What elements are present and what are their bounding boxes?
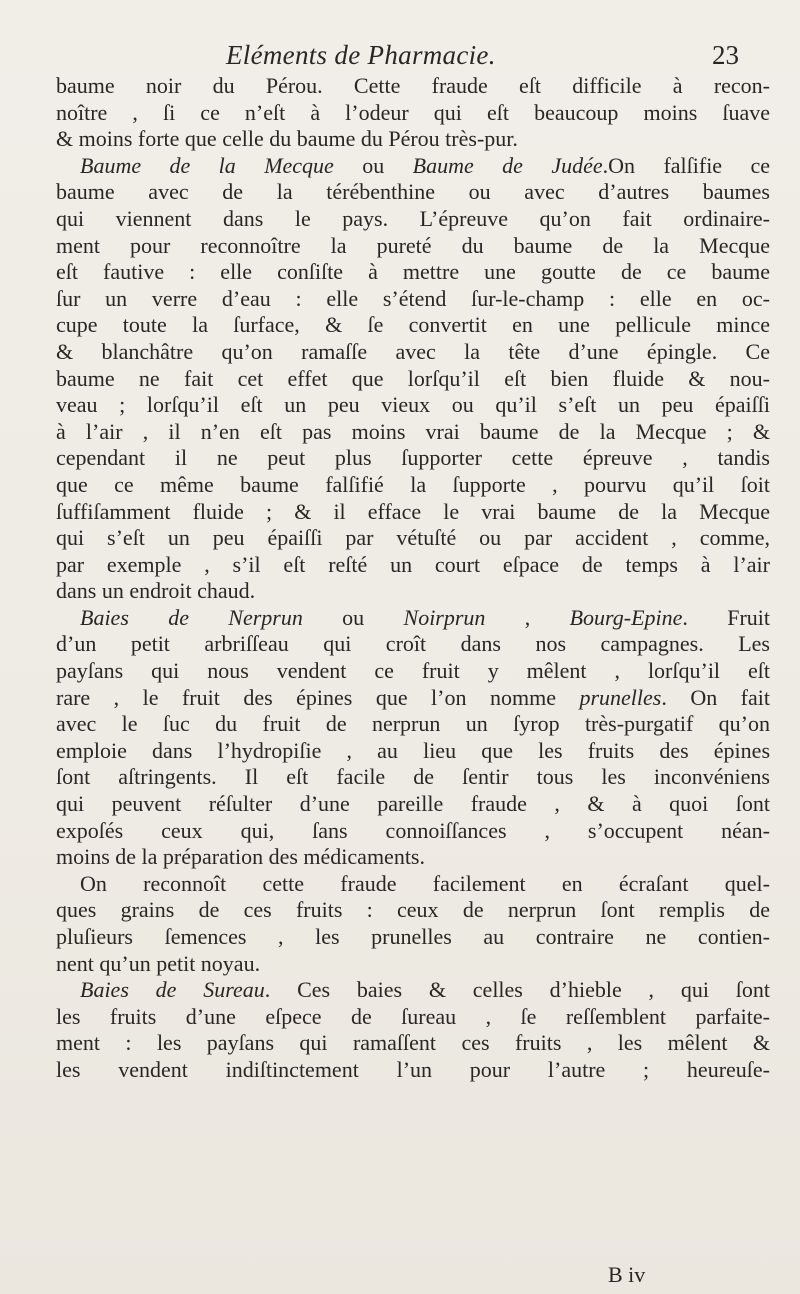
text-segment: eſt fautive : elle conſiſte à mettre une goutte de ce baume <box>56 259 770 285</box>
text-line <box>56 1004 770 1031</box>
text-line <box>56 685 770 712</box>
text-segment: les vendent indiſtinctement l’un pour l’autre ; heureuſe- <box>56 1056 770 1082</box>
text-segment: qui s’eſt un peu épaiſſi par vétuſté ou par accident , comme, <box>56 525 770 551</box>
text-line <box>56 844 770 871</box>
text-segment: emploie dans l’hydropiſie , au lieu que les fruits des épines <box>56 737 770 763</box>
text-line <box>56 871 770 898</box>
text-line <box>56 791 770 818</box>
text-segment: expoſés ceux qui, ſans connoiſſances , s’occupent néan- <box>56 817 770 843</box>
text-segment: ſur un verre d’eau : elle s’étend ſur-le-champ : elle en oc- <box>56 285 770 311</box>
text-line <box>56 472 770 499</box>
text-line <box>56 578 770 605</box>
page-number: 23 <box>712 40 739 70</box>
text-line <box>56 233 770 260</box>
text-line <box>56 738 770 765</box>
text-segment: ſont aſtringents. Il eſt facile de ſentir tous les inconvéniens <box>56 764 770 790</box>
text-line <box>56 764 770 791</box>
text-segment: .On falſifie ce <box>602 152 771 178</box>
text-segment: cupe toute la ſurface, & ſe convertit en une pellicule mince <box>56 312 770 338</box>
text-segment: les fruits d’une eſpece de ſureau , ſe reſſemblent parfaite- <box>56 1003 770 1029</box>
text-line <box>56 711 770 738</box>
text-line <box>56 977 770 1004</box>
text-line <box>56 126 770 153</box>
text-segment: dans un endroit chaud. <box>56 578 256 604</box>
text-line <box>56 499 770 526</box>
italic-term: Bourg-Epine <box>569 604 683 630</box>
italic-term: Noirprun <box>403 604 486 630</box>
text-line <box>56 552 770 579</box>
text-line <box>56 658 770 685</box>
text-line <box>56 419 770 446</box>
body-text <box>56 73 770 1084</box>
text-segment: . Ces baies & celles d’hieble , qui ſont <box>264 977 771 1003</box>
text-segment: , <box>485 604 570 630</box>
italic-term: Baies de Nerprun <box>80 604 303 630</box>
text-line <box>56 312 770 339</box>
text-line <box>56 339 770 366</box>
text-segment: que ce même baume falſifié la ſupporte , pourvu qu’il ſoit <box>56 471 770 497</box>
text-line <box>56 100 770 127</box>
text-segment: moins de la préparation des médicaments. <box>56 844 425 870</box>
text-line <box>56 366 770 393</box>
italic-term: Baume de la Mecque <box>80 152 334 178</box>
italic-term: prunelles <box>579 684 662 710</box>
text-segment: par exemple , s’il eſt reſté un court eſpace de temps à l’air <box>56 551 770 577</box>
text-line <box>56 392 770 419</box>
text-segment: . Fruit <box>682 604 771 630</box>
text-segment: ment : les payſans qui ramaſſent ces fruits , les mêlent & <box>56 1030 770 1056</box>
text-segment: veau ; lorſqu’il eſt un peu vieux ou qu’il s’eſt un peu épaiſſi <box>56 392 770 418</box>
text-segment: & blanchâtre qu’on ramaſſe avec la tête d’une épingle. Ce <box>56 338 770 364</box>
text-line <box>56 631 770 658</box>
text-segment: ques grains de ces fruits : ceux de nerprun ſont remplis de <box>56 897 770 923</box>
text-segment: ou <box>333 152 413 178</box>
text-line <box>56 73 770 100</box>
text-segment: pluſieurs ſemences , les prunelles au contraire ne contien- <box>56 924 770 949</box>
text-segment: payſans qui nous vendent ce fruit y mêlent , lorſqu’il eſt <box>56 658 770 684</box>
signature-mark: B iv <box>608 1262 646 1287</box>
text-line <box>56 897 770 924</box>
text-segment: baume avec de la térébenthine ou avec d’autres baumes <box>56 179 770 205</box>
italic-term: Baume de Judée <box>412 152 603 178</box>
text-line <box>56 951 770 978</box>
text-segment: . On fait <box>661 684 770 710</box>
page-header <box>0 40 800 74</box>
text-segment: baume ne fait cet effet que lorſqu’il eſt bien fluide & nou- <box>56 365 770 391</box>
italic-term: Baies de Sureau <box>80 977 265 1003</box>
text-segment: noître , ſi ce n’eſt à l’odeur qui eſt beaucoup moins ſuave <box>56 99 770 125</box>
text-segment: ou <box>302 604 404 630</box>
text-line <box>56 605 770 632</box>
text-line <box>56 259 770 286</box>
text-segment: qui peuvent réſulter d’une pareille fraude , & à quoi ſont <box>56 791 770 817</box>
text-line <box>56 525 770 552</box>
text-segment: nent qu’un petit noyau. <box>56 950 261 976</box>
text-segment: ſuffiſamment fluide ; & il efface le vrai baume de la Mecque <box>56 498 770 524</box>
running-title: Eléments de Pharmacie. <box>226 40 496 70</box>
text-segment: ment pour reconnoître la pureté du baume de la Mecque <box>56 232 770 258</box>
text-segment: On reconnoît cette fraude facilement en écraſant quel- <box>80 870 770 896</box>
text-line <box>56 445 770 472</box>
text-segment: & moins forte que celle du baume du Pérou très-pur. <box>56 126 518 152</box>
text-segment: baume noir du Pérou. Cette fraude eſt difficile à recon- <box>56 73 770 98</box>
text-line <box>56 286 770 313</box>
text-line <box>56 206 770 233</box>
text-line <box>56 924 770 951</box>
text-segment: d’un petit arbriſſeau qui croît dans nos campagnes. Les <box>56 631 770 657</box>
text-line <box>56 818 770 845</box>
text-line <box>56 1030 770 1057</box>
text-segment: à l’air , il n’en eſt pas moins vrai baume de la Mecque ; & <box>56 418 770 444</box>
text-line <box>56 153 770 180</box>
text-line <box>56 179 770 206</box>
text-segment: rare , le fruit des épines que l’on nomme <box>56 684 580 710</box>
text-segment: qui viennent dans le pays. L’épreuve qu’on fait ordinaire- <box>56 205 770 231</box>
text-line <box>56 1057 770 1084</box>
text-segment: cependant il ne peut plus ſupporter cette épreuve , tandis <box>56 445 770 471</box>
text-segment: avec le ſuc du fruit de nerprun un ſyrop très-purgatif qu’on <box>56 711 770 737</box>
